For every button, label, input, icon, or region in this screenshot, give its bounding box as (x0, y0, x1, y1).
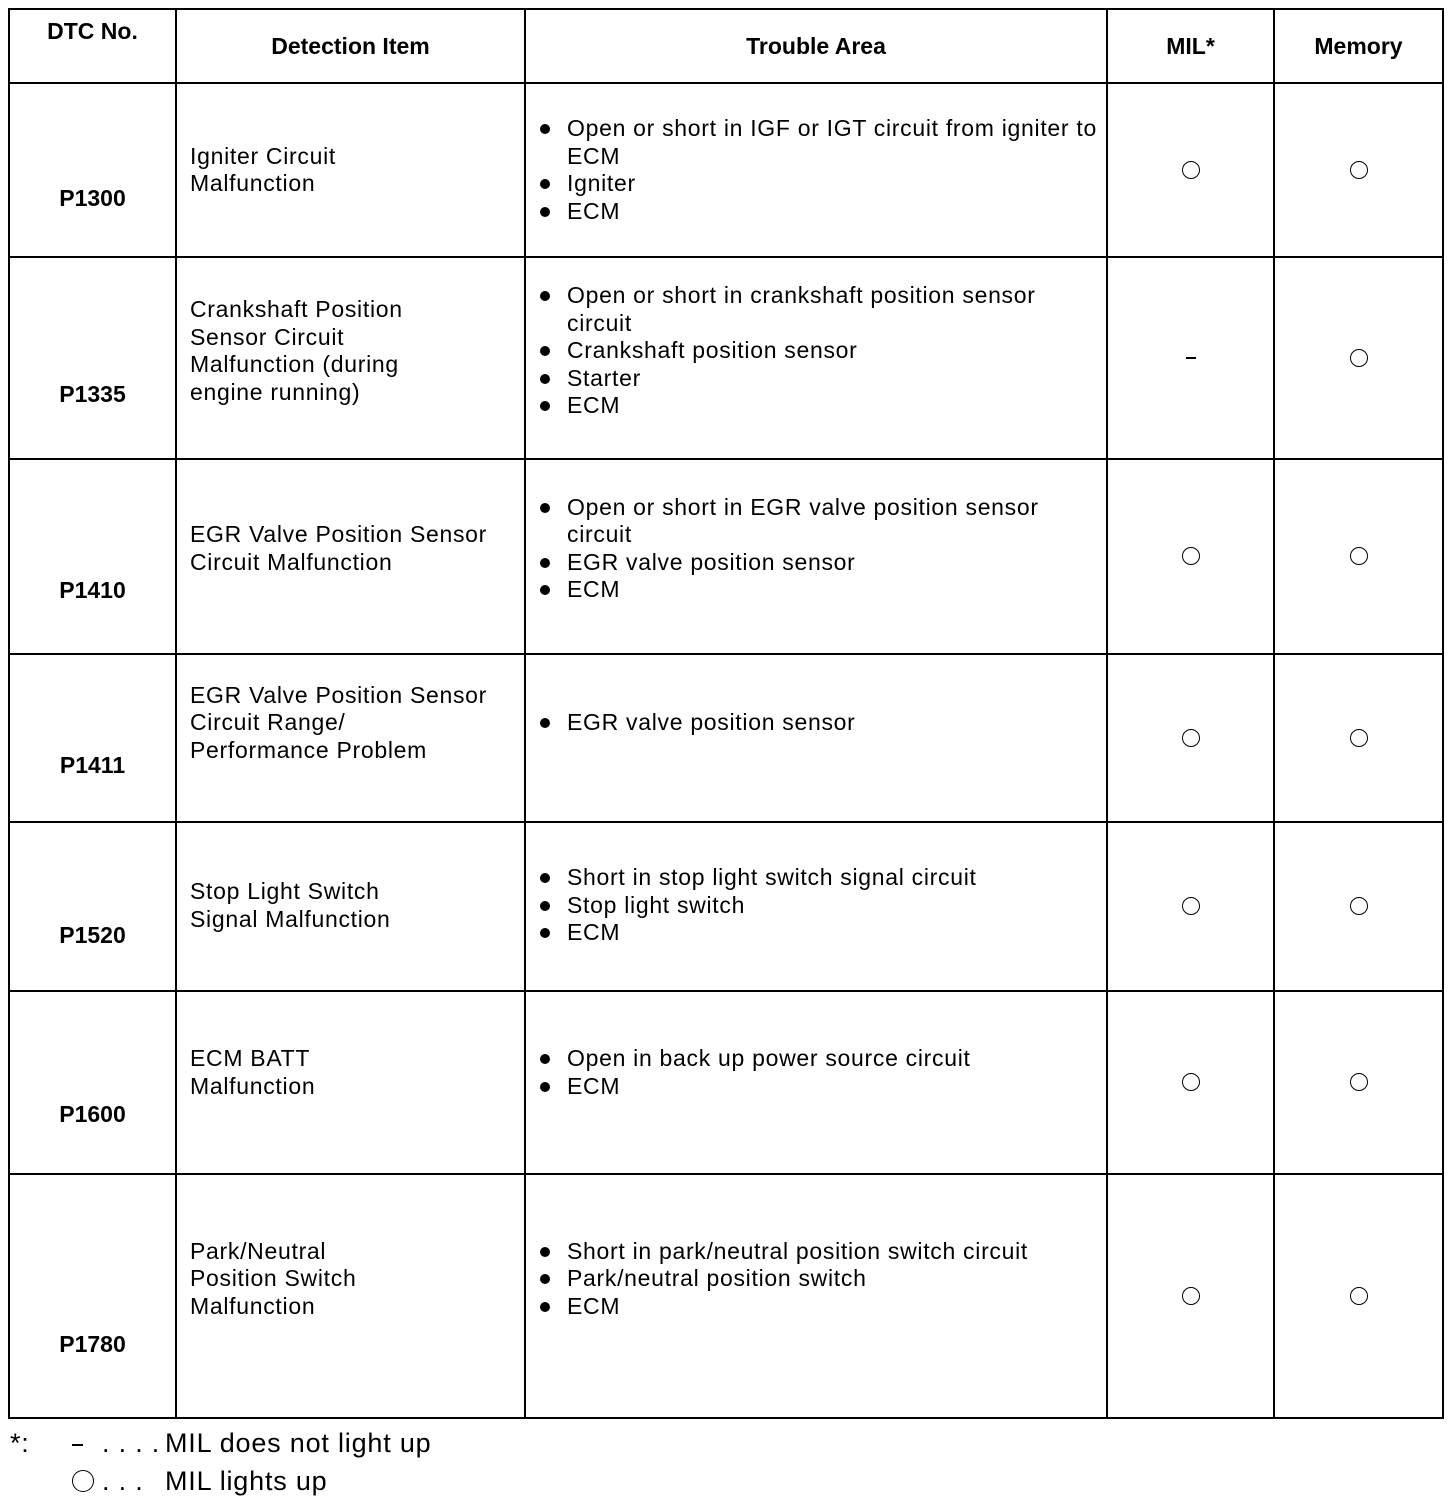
detection-item-line: EGR Valve Position Sensor (190, 681, 488, 708)
trouble-area-item: Short in park/neutral position switch circuit (540, 1238, 1106, 1266)
header-mil: MIL* (1107, 9, 1274, 83)
header-row (9, 9, 1443, 83)
trouble-area-item: Starter (540, 365, 1106, 393)
detection-item-line: Sensor Circuit (190, 323, 345, 350)
detection-item-cell (176, 654, 525, 822)
dtc-code: P1520 (59, 921, 126, 948)
detection-item-line: engine running) (190, 378, 361, 405)
detection-item-line: Circuit Range/ (190, 709, 346, 736)
trouble-area-cell (525, 991, 1107, 1174)
table-row (9, 459, 1443, 654)
detection-item-line: EGR Valve Position Sensor (190, 521, 488, 547)
detection-item-cell (176, 1174, 525, 1418)
trouble-area-item: Open or short in IGF or IGT circuit from igniter to ECM (540, 115, 1106, 170)
detection-item-line: Park/Neutral (190, 1237, 327, 1264)
footnote-mark: *: (10, 1428, 30, 1458)
table-row (9, 257, 1443, 459)
dtc-code: P1300 (59, 185, 126, 211)
dash-icon (72, 1444, 83, 1446)
memory-cell (1274, 83, 1443, 257)
table-row (9, 654, 1443, 822)
memory-cell (1274, 257, 1443, 459)
footnote-dots: . . . (102, 1466, 144, 1496)
mil-cell (1107, 991, 1274, 1174)
detection-item-cell (176, 83, 525, 257)
trouble-area-cell (525, 257, 1107, 459)
trouble-area-list (540, 1238, 1106, 1321)
detection-item-cell (176, 991, 525, 1174)
memory-cell (1274, 654, 1443, 822)
table-row (9, 822, 1443, 991)
detection-item-line: Malfunction (during (190, 351, 399, 377)
dtc-code-cell (9, 1174, 176, 1418)
table-row (9, 83, 1443, 257)
dtc-code: P1410 (59, 577, 126, 603)
mil-lights-up-icon (1182, 547, 1200, 565)
table-row (9, 1174, 1443, 1418)
mil-no-light-dash-icon (1186, 357, 1196, 359)
memory-cell (1274, 991, 1443, 1174)
detection-item-line: Igniter Circuit (190, 142, 336, 169)
dtc-code: P1335 (59, 380, 126, 407)
dtc-code-cell (9, 654, 176, 822)
detection-item-cell (176, 822, 525, 991)
detection-item-line: Signal Malfunction (190, 905, 391, 932)
mil-lights-up-icon (1182, 1287, 1200, 1305)
footnote-text: MIL lights up (165, 1466, 328, 1496)
trouble-area-list (540, 282, 1106, 420)
trouble-area-item: Park/neutral position switch (540, 1265, 1106, 1293)
footnote-symbol (72, 1462, 94, 1500)
mil-cell (1107, 1174, 1274, 1418)
trouble-area-item: ECM (540, 576, 1106, 604)
trouble-area-item: Open in back up power source circuit (540, 1045, 1106, 1073)
footnote-dots: . . . . (102, 1428, 161, 1458)
trouble-area-list (540, 494, 1106, 604)
table-row (9, 991, 1443, 1174)
detection-item-line: Crankshaft Position (190, 296, 403, 322)
detection-item-cell (176, 257, 525, 459)
trouble-area-item: Crankshaft position sensor (540, 337, 1106, 365)
header-trouble-area: Trouble Area (525, 9, 1107, 83)
mil-cell (1107, 654, 1274, 822)
dtc-code-cell (9, 257, 176, 459)
dtc-code-cell (9, 459, 176, 654)
detection-item-line: Stop Light Switch (190, 878, 380, 904)
trouble-area-cell (525, 822, 1107, 991)
mil-lights-up-icon (1182, 897, 1200, 915)
dtc-code: P1411 (59, 752, 126, 778)
memory-stored-icon (1350, 729, 1368, 747)
footnote-symbol (72, 1424, 83, 1462)
trouble-area-item: EGR valve position sensor (540, 549, 1106, 577)
trouble-area-item: Igniter (540, 170, 1106, 198)
memory-stored-icon (1350, 1073, 1368, 1091)
memory-stored-icon (1350, 897, 1368, 915)
header-dtc-no: DTC No. (9, 9, 176, 83)
trouble-area-item: ECM (540, 198, 1106, 226)
memory-cell (1274, 822, 1443, 991)
trouble-area-cell (525, 459, 1107, 654)
mil-cell (1107, 822, 1274, 991)
dtc-code-cell (9, 83, 176, 257)
trouble-area-item: Short in stop light switch signal circuit (540, 864, 1106, 892)
circle-icon (72, 1470, 94, 1492)
trouble-area-cell (525, 654, 1107, 822)
trouble-area-list (540, 1045, 1106, 1100)
trouble-area-item: Stop light switch (540, 892, 1106, 920)
trouble-area-item: Open or short in crankshaft position sensor circuit (540, 282, 1106, 337)
trouble-area-item: ECM (540, 1293, 1106, 1321)
dtc-code: P1780 (59, 1330, 126, 1357)
footnote-text: MIL does not light up (165, 1428, 432, 1458)
detection-item-line: Circuit Malfunction (190, 548, 393, 575)
memory-cell (1274, 459, 1443, 654)
detection-item-line: ECM BATT (190, 1045, 311, 1071)
trouble-area-item: Open or short in EGR valve position sensor circuit (540, 494, 1106, 549)
detection-item-line: Position Switch (190, 1265, 357, 1292)
detection-item-line: Performance Problem (190, 736, 427, 763)
memory-stored-icon (1350, 1287, 1368, 1305)
memory-stored-icon (1350, 349, 1368, 367)
mil-cell (1107, 459, 1274, 654)
header-detection-item: Detection Item (176, 9, 525, 83)
mil-cell (1107, 257, 1274, 459)
dtc-code-cell (9, 822, 176, 991)
dtc-code: P1600 (59, 1100, 126, 1127)
mil-lights-up-icon (1182, 161, 1200, 179)
trouble-area-list (540, 864, 1106, 947)
trouble-area-list (540, 709, 1106, 737)
detection-item-line: Malfunction (190, 1292, 316, 1319)
dtc-table (8, 8, 1444, 1419)
detection-item-cell (176, 459, 525, 654)
memory-stored-icon (1350, 161, 1368, 179)
trouble-area-cell (525, 83, 1107, 257)
trouble-area-cell (525, 1174, 1107, 1418)
header-memory: Memory (1274, 9, 1443, 83)
trouble-area-list (540, 115, 1106, 225)
memory-cell (1274, 1174, 1443, 1418)
detection-item-line: Malfunction (190, 1072, 316, 1099)
mil-lights-up-icon (1182, 729, 1200, 747)
detection-item-line: Malfunction (190, 170, 316, 196)
trouble-area-item: ECM (540, 919, 1106, 947)
dtc-code-cell (9, 991, 176, 1174)
mil-cell (1107, 83, 1274, 257)
trouble-area-item: EGR valve position sensor (540, 709, 1106, 737)
trouble-area-item: ECM (540, 392, 1106, 420)
trouble-area-item: ECM (540, 1073, 1106, 1101)
mil-lights-up-icon (1182, 1073, 1200, 1091)
memory-stored-icon (1350, 547, 1368, 565)
